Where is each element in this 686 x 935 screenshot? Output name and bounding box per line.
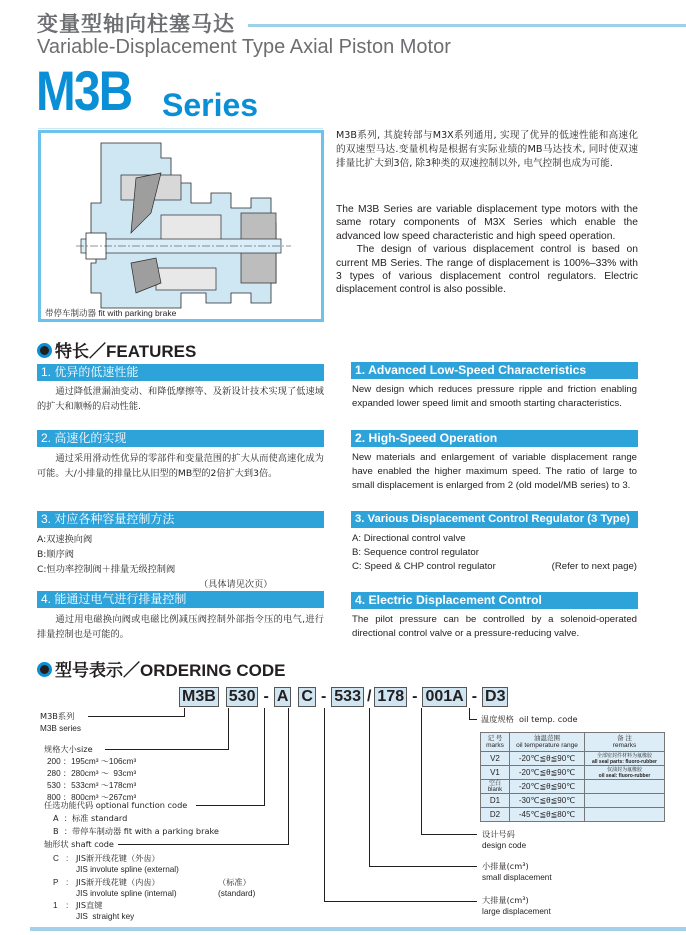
remark-en: all seal parts: fluoro-rubber bbox=[591, 758, 657, 765]
size-280: 280 ：280cm³ ～ 93cm³ bbox=[47, 769, 137, 778]
feature-cn-2-body: 通过采用滑动性优异的零部件和变量范围的扩大从而使高速化成为可能。大/小排量的排量比从旧型的MB型的2倍扩大到3倍。 bbox=[37, 453, 324, 479]
ordering-heading-text: 型号表示／ORDERING CODE bbox=[55, 661, 286, 680]
feature-cn-3-list bbox=[37, 532, 324, 592]
col-remarks-en: remarks bbox=[612, 742, 637, 749]
remark-en: oil seal: fluoro-rubber bbox=[598, 772, 651, 779]
ordering-code bbox=[178, 686, 509, 708]
feature-en-3-item-c: C: Speed & CHP control regulator bbox=[352, 561, 496, 572]
cell-remark bbox=[585, 780, 665, 794]
feature-cn-3-item-b: B:顺序阀 bbox=[37, 549, 74, 560]
feature-cn-4-title: 4. 能通过电气进行排量控制 bbox=[37, 591, 324, 608]
shaft-colon: : bbox=[66, 901, 69, 910]
col-marks-cn: 记 号 bbox=[487, 735, 503, 742]
shaft-1-cn: JIS直键 bbox=[76, 900, 103, 910]
code-series: M3B bbox=[179, 687, 219, 707]
feature-cn-2-title: 2. 高速化的实现 bbox=[37, 430, 324, 447]
temp-label: 温度规格 oil temp. code bbox=[481, 714, 578, 724]
feature-en-3-list bbox=[352, 532, 637, 574]
standard-cn: （标准） bbox=[218, 877, 251, 887]
cell-mark: D1 bbox=[481, 794, 510, 808]
intro-chinese: M3B系列, 其旋转部与M3X系列通用, 实现了优异的低速性能和高速化的双速型马达.变量机构是根据有实际业绩的MB马达技术, 同时使双速排量比扩大到3倍, 除3种类的双速控制以外, 电气控制也成为可能. bbox=[336, 130, 638, 169]
cell-range: -20℃≦θ≦90℃ bbox=[510, 780, 585, 794]
connector-line bbox=[196, 805, 265, 806]
bullet-dot-icon bbox=[37, 343, 52, 358]
code-design: 001A bbox=[422, 687, 466, 707]
shaft-c-cn: JIS渐开线花键（外齿） bbox=[76, 853, 160, 863]
bullet-dot-icon bbox=[37, 662, 52, 677]
table-row bbox=[481, 780, 665, 794]
cell-range: -20℃≦θ≦90℃ bbox=[510, 752, 585, 766]
diagram-caption: 带停车制动器 fit with parking brake bbox=[45, 308, 177, 318]
title-chinese: 变量型轴向柱塞马达 bbox=[37, 12, 235, 36]
size-label: 规格大小size bbox=[44, 744, 93, 754]
code-large-displacement: 533 bbox=[331, 687, 364, 707]
large-displacement-en: large displacement bbox=[482, 907, 551, 916]
features-heading-text: 特长／FEATURES bbox=[55, 342, 197, 361]
feature-cn-3-item-c: C:恒功率控制阀＋排量无级控制阀 bbox=[37, 564, 176, 575]
code-separator: - bbox=[263, 688, 269, 705]
cell-remark bbox=[585, 808, 665, 822]
design-code-en: design code bbox=[482, 841, 527, 850]
code-temp: D3 bbox=[482, 687, 508, 707]
connector-line bbox=[88, 716, 185, 717]
small-displacement-cn: 小排量(cm³) bbox=[482, 861, 529, 871]
table-row bbox=[481, 808, 665, 822]
size-800: 800 ：800cm³ ～267cm³ bbox=[47, 793, 137, 802]
cell-mark: D2 bbox=[481, 808, 510, 822]
feature-cn-3-item-a: A:双速换向阀 bbox=[37, 534, 93, 545]
col-marks-en: marks bbox=[486, 742, 504, 749]
connector-line bbox=[421, 834, 477, 835]
connector-line bbox=[288, 708, 289, 845]
feature-cn-3-title: 3. 对应各种容量控制方法 bbox=[37, 511, 324, 528]
title-rule bbox=[248, 24, 686, 27]
table-row bbox=[481, 766, 665, 780]
temp-table-header bbox=[481, 733, 665, 752]
series-label-cn: M3B系列 bbox=[40, 711, 75, 721]
feature-en-2-title: 2. High-Speed Operation bbox=[351, 430, 638, 447]
connector-line bbox=[228, 708, 229, 750]
feature-en-3-note: (Refer to next page) bbox=[551, 561, 637, 572]
title-english: Variable-Displacement Type Axial Piston Motor bbox=[37, 36, 451, 58]
series-rule bbox=[38, 128, 323, 129]
cell-mark: V2 bbox=[481, 752, 510, 766]
small-displacement-en: small displacement bbox=[482, 873, 552, 882]
intro-english bbox=[336, 203, 638, 297]
option-a: A ：标准 standard bbox=[53, 813, 128, 823]
feature-en-3-title: 3. Various Displacement Control Regulator (3 Type) bbox=[351, 511, 638, 528]
feature-en-3-item-b: B: Sequence control regulator bbox=[352, 547, 479, 558]
col-remarks-cn: 备 注 bbox=[617, 735, 632, 742]
table-row bbox=[481, 752, 665, 766]
code-size: 530 bbox=[226, 687, 259, 707]
shaft-p-code: P bbox=[53, 878, 59, 887]
code-slash: / bbox=[366, 688, 372, 705]
series-model: M3B bbox=[36, 59, 132, 122]
remark-cn: 仅油封为氟橡胶 bbox=[606, 766, 642, 773]
connector-line bbox=[324, 708, 325, 902]
series-label-en: M3B series bbox=[40, 724, 81, 733]
intro-english-p2: The design of various displacement control is based on current MB Series. The range of displacement is 100%–33% with 3 types of various displacement control regulators. Electric displacement control is also possible. bbox=[336, 244, 638, 296]
series-word: Series bbox=[162, 87, 259, 123]
connector-line bbox=[324, 901, 477, 902]
feature-cn-1-title: 1. 优异的低速性能 bbox=[37, 364, 324, 381]
connector-line bbox=[469, 719, 477, 720]
code-small-displacement: 178 bbox=[374, 687, 407, 707]
shaft-colon: : bbox=[66, 878, 69, 887]
connector-line bbox=[264, 708, 265, 806]
feature-en-1-title: 1. Advanced Low-Speed Characteristics bbox=[351, 362, 638, 379]
feature-en-2-body: New materials and enlargement of variable displacement range have enabled the higher maximum speed. The ratio of large to small displacement is enlarged from 2 (old model/MB series) to 3. bbox=[352, 452, 637, 491]
large-displacement-cn: 大排量(cm³) bbox=[482, 895, 529, 905]
code-separator: - bbox=[320, 688, 327, 705]
feature-en-1-body: New design which reduces pressure ripple and friction enabling expanded lower speed limit and smooth starting characteristics. bbox=[352, 384, 637, 409]
shaft-c-en: JIS involute spline (external) bbox=[76, 865, 179, 874]
shaft-p-en: JIS involute spline (internal) bbox=[76, 889, 177, 898]
feature-cn-4-body: 通过用电磁换向阀或电磁比例减压阀控制外部指令压的电气,进行排量控制也是可能的。 bbox=[37, 614, 324, 640]
cell-range: -20℃≦θ≦90℃ bbox=[510, 766, 585, 780]
remark-cn: 全部密封件材料为氟橡胶 bbox=[596, 752, 652, 759]
ordering-heading bbox=[37, 656, 285, 681]
shaft-p-cn: JIS渐开线花键（内齿） bbox=[76, 877, 160, 887]
feature-en-3-item-a: A: Directional control valve bbox=[352, 533, 466, 544]
features-heading bbox=[37, 337, 196, 362]
cell-range: -45℃≦θ≦80℃ bbox=[510, 808, 585, 822]
feature-cn-1-body: 通过降低泄漏油变动、和降低摩擦等、及新设计技术实现了低速域的扩大和顺畅的启动性能. bbox=[37, 386, 324, 412]
shaft-colon: : bbox=[66, 854, 69, 863]
col-range-cn: 油温范围 bbox=[534, 735, 560, 742]
shaft-c-code: C bbox=[53, 854, 59, 863]
design-code-cn: 设计号码 bbox=[482, 829, 515, 839]
standard-en: (standard) bbox=[218, 889, 256, 898]
feature-en-4-title: 4. Electric Displacement Control bbox=[351, 592, 638, 609]
connector-line bbox=[105, 749, 229, 750]
cell-range: -30℃≦θ≦90℃ bbox=[510, 794, 585, 808]
connector-line bbox=[369, 708, 370, 867]
connector-line bbox=[421, 708, 422, 835]
col-remarks bbox=[585, 733, 665, 752]
option-label: 任选功能代码 optional function code bbox=[44, 800, 188, 810]
shaft-label: 轴形状 shaft code bbox=[44, 839, 114, 849]
code-option: A bbox=[274, 687, 292, 707]
table-row bbox=[481, 794, 665, 808]
temp-code-table bbox=[480, 732, 665, 822]
connector-line bbox=[118, 844, 289, 845]
feature-cn-3-note: （具体请见次页） bbox=[199, 579, 273, 590]
shaft-1-en: JIS straight key bbox=[76, 912, 135, 921]
motor-cross-section-diagram bbox=[38, 130, 324, 322]
connector-line bbox=[369, 866, 477, 867]
intro-english-p1: The M3B Series are variable displacement type motors with the same rotary components of M3X Series which enable the advanced low speed characteristic and high speed operation. bbox=[336, 204, 638, 242]
cell-mark: 空白 blank bbox=[481, 780, 510, 794]
cell-remark bbox=[585, 794, 665, 808]
code-separator: - bbox=[412, 688, 418, 705]
size-200: 200 ：195cm³ ～106cm³ bbox=[47, 757, 137, 766]
option-b: B ：带停车制动器 fit with a parking brake bbox=[53, 826, 219, 836]
col-marks bbox=[481, 733, 510, 752]
size-530: 530 ：533cm³ ～178cm³ bbox=[47, 781, 137, 790]
bottom-rule bbox=[30, 927, 686, 931]
code-separator: - bbox=[471, 688, 478, 705]
col-range bbox=[510, 733, 585, 752]
feature-en-4-body: The pilot pressure can be controlled by a solenoid-operated directional control valve or a pressure-reducing valve. bbox=[352, 614, 637, 639]
cell-mark: V1 bbox=[481, 766, 510, 780]
cell-remark bbox=[585, 752, 665, 766]
code-shaft: C bbox=[298, 687, 316, 707]
cell-remark bbox=[585, 766, 665, 780]
col-range-en: oil temperature range bbox=[516, 742, 578, 749]
shaft-1-code: 1 bbox=[53, 901, 58, 910]
feature-en-3-item-c-row bbox=[352, 560, 637, 574]
motor-cutaway-illustration bbox=[41, 133, 321, 319]
